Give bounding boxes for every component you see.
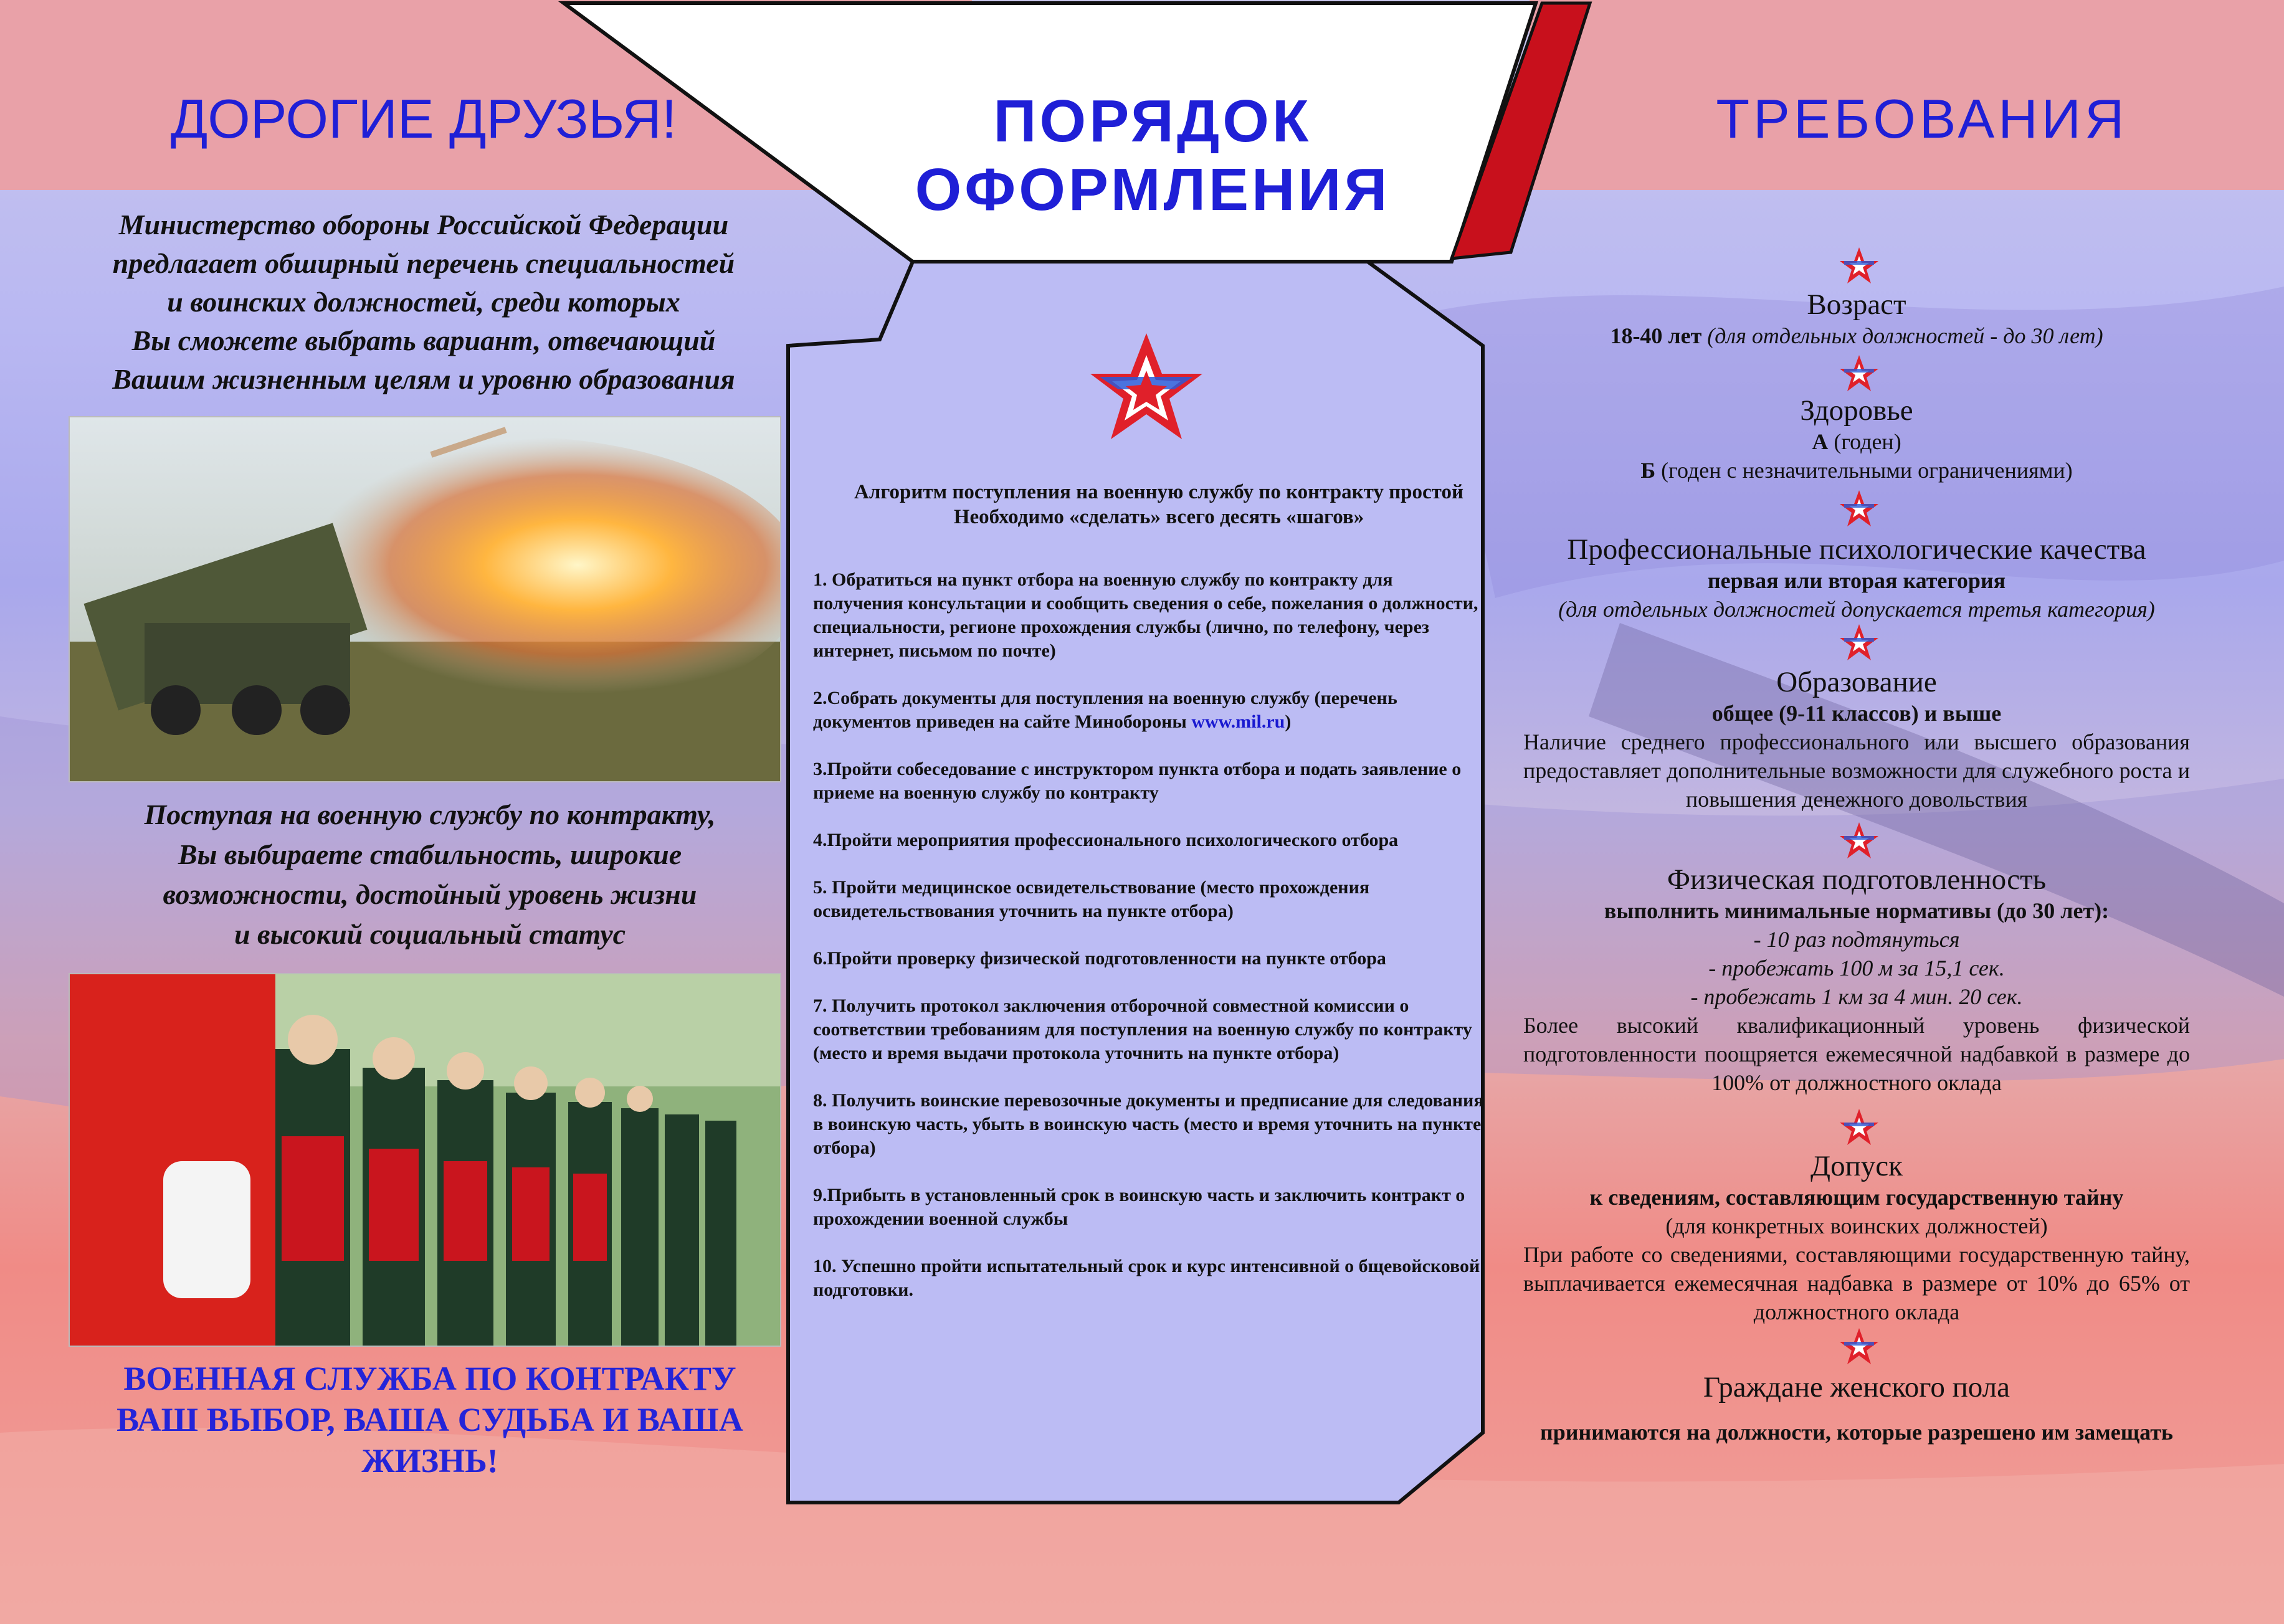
intro-line: Министерство обороны Российской Федерации <box>118 209 729 240</box>
req-edu-text: Наличие среднего профессионального или высшего образования предоставляет дополнительные возможности для служебного роста и повышения денежного довольствия <box>1523 729 2190 812</box>
req-age <box>1523 288 2190 350</box>
algorithm-intro-line1: Алгоритм поступления на военную службу по контракту простой <box>854 481 1463 503</box>
slogan-line: ВОЕННАЯ СЛУЖБА ПО КОНТРАКТУ <box>123 1360 736 1397</box>
req-edu-value: общее (9-11 классов) и выше <box>1711 701 2002 726</box>
step-item: 3.Пройти собеседование с инструктором пункта отбора и подать заявление о приеме на военную службу по контракту <box>813 759 1462 803</box>
step-item: 10. Успешно пройти испытательный срок и курс интенсивной о бщевойсковой подготовки. <box>813 1256 1480 1300</box>
req-health-a <box>1523 427 2190 456</box>
slogan-line: ВАШ ВЫБОР, ВАША СУДЬБА И ВАША <box>117 1401 743 1438</box>
req-health <box>1523 394 2190 485</box>
center-title-line2: ОФОРМЛЕНИЯ <box>915 156 1391 223</box>
step-2-close: ) <box>1285 711 1292 732</box>
right-title: ТРЕБОВАНИЯ <box>1716 88 2128 150</box>
req-women <box>1523 1370 2190 1446</box>
req-psy-value: первая или вторая категория <box>1707 568 2006 593</box>
middle-line: возможности, достойный уровень жизни <box>163 878 697 910</box>
algorithm-intro <box>810 480 1508 529</box>
req-health-a-letter: А <box>1812 429 1829 454</box>
req-phys-item: - пробежать 1 км за 4 мин. 20 сек. <box>1690 984 2023 1009</box>
star-icon <box>1839 623 1879 662</box>
center-title <box>835 87 1470 224</box>
step-2-text: 2.Собрать документы для поступления на военную службу (перечень документов приведен на сайте Минобороны <box>813 688 1397 732</box>
req-access-text: При работе со сведениями, составляющими государственную тайну, выплачивается ежемесячная надбавка в размере от 10% до 65% от должностного оклада <box>1523 1242 2190 1324</box>
step-item: 8. Получить воинские перевозочные документы и предписание для следования в воинскую часть, убыть в воинскую часть (место и время уточнить на пункте отбора) <box>813 1090 1484 1158</box>
intro-line: Вашим жизненным целям и уровню образования <box>112 363 735 395</box>
army-star-emblem <box>1087 330 1206 442</box>
mil-ru-link[interactable]: www.mil.ru <box>1191 711 1285 732</box>
left-middle-text <box>62 795 797 954</box>
steps-list <box>813 568 1486 1326</box>
req-access-note: (для конкретных воинских должностей) <box>1665 1213 2048 1238</box>
step-item: 9.Прибыть в установленный срок в воинскую часть и заключить контракт о прохождении военной службы <box>813 1185 1465 1229</box>
star-icon <box>1839 1327 1879 1365</box>
left-intro <box>50 206 797 399</box>
middle-line: Поступая на военную службу по контракту, <box>144 799 716 830</box>
star-icon <box>1839 1108 1879 1146</box>
intro-line: предлагает обширный перечень специальностей <box>112 247 735 279</box>
middle-line: и высокий социальный статус <box>234 918 626 950</box>
req-phys-value: выполнить минимальные нормативы (до 30 лет): <box>1604 898 2110 923</box>
req-health-b-letter: Б <box>1640 458 1656 483</box>
req-age-note: (для отдельных должностей - до 30 лет) <box>1707 323 2103 348</box>
intro-line: и воинских должностей, среди которых <box>167 286 680 318</box>
center-title-line1: ПОРЯДОК <box>993 88 1312 154</box>
req-age-title: Возраст <box>1807 288 1906 321</box>
rocket-launcher-photo <box>69 416 781 782</box>
req-phys-title: Физическая подготовленность <box>1667 863 2047 896</box>
req-age-value: 18-40 лет <box>1610 323 1702 348</box>
req-access <box>1523 1149 2190 1326</box>
step-item: 7. Получить протокол заключения отборочной совместной комиссии о соответствии требованиям для поступления на военную службу по контракту (место и время выдачи протокола уточнить на пункте отбора) <box>813 995 1472 1063</box>
slogan-line: ЖИЗНЬ! <box>361 1442 498 1479</box>
star-icon <box>1839 489 1879 528</box>
req-psy-note: (для отдельных должностей допускается третья категория) <box>1558 597 2155 622</box>
req-women-title: Граждане женского пола <box>1703 1371 2010 1403</box>
star-icon <box>1839 821 1879 860</box>
req-phys-item: - пробежать 100 м за 15,1 сек. <box>1708 956 2005 981</box>
req-phys-text: Более высокий квалификационный уровень физической подготовленности поощряется ежемесячной надбавкой в размере до 100% от должностного оклада <box>1523 1013 2190 1095</box>
step-item: 1. Обратиться на пункт отбора на военную службу по контракту для получения консультации и сообщить сведения о себе, пожелания о должности, специальности, регионе прохождения службы (лично, по телефону, через интернет, письмом по почте) <box>813 569 1478 661</box>
intro-line: Вы сможете выбрать вариант, отвечающий <box>131 325 716 356</box>
left-title: ДОРОГИЕ ДРУЗЬЯ! <box>170 88 677 150</box>
middle-line: Вы выбираете стабильность, широкие <box>178 838 682 870</box>
slogan <box>62 1358 797 1481</box>
req-phys-item: - 10 раз подтянуться <box>1753 927 1960 952</box>
req-psy-title: Профессиональные психологические качества <box>1567 533 2146 566</box>
honor-guard-photo <box>69 973 781 1347</box>
req-health-b <box>1523 456 2190 485</box>
star-icon <box>1839 246 1879 285</box>
req-age-line <box>1523 321 2190 350</box>
req-physical <box>1523 863 2190 1097</box>
req-edu-title: Образование <box>1776 666 1937 698</box>
req-psychology <box>1523 533 2190 624</box>
step-item: 6.Пройти проверку физической подготовленности на пункте отбора <box>813 948 1386 969</box>
req-health-b-text: (годен с незначительными ограничениями) <box>1655 458 2073 483</box>
req-health-a-text: (годен) <box>1828 429 1901 454</box>
req-access-title: Допуск <box>1811 1150 1903 1182</box>
req-women-text: принимаются на должности, которые разрешено им замещать <box>1540 1420 2173 1445</box>
step-item: 4.Пройти мероприятия профессионального психологического отбора <box>813 830 1399 850</box>
req-health-title: Здоровье <box>1800 394 1913 427</box>
step-item <box>813 686 1486 734</box>
star-icon <box>1839 354 1879 392</box>
step-item: 5. Пройти медицинское освидетельствование (место прохождения освидетельствования уточнить на пункте отбора) <box>813 877 1370 921</box>
req-access-value: к сведениям, составляющим государственную тайну <box>1589 1185 2124 1210</box>
algorithm-intro-line2: Необходимо «сделать» всего десять «шагов» <box>953 506 1364 528</box>
req-education <box>1523 665 2190 814</box>
